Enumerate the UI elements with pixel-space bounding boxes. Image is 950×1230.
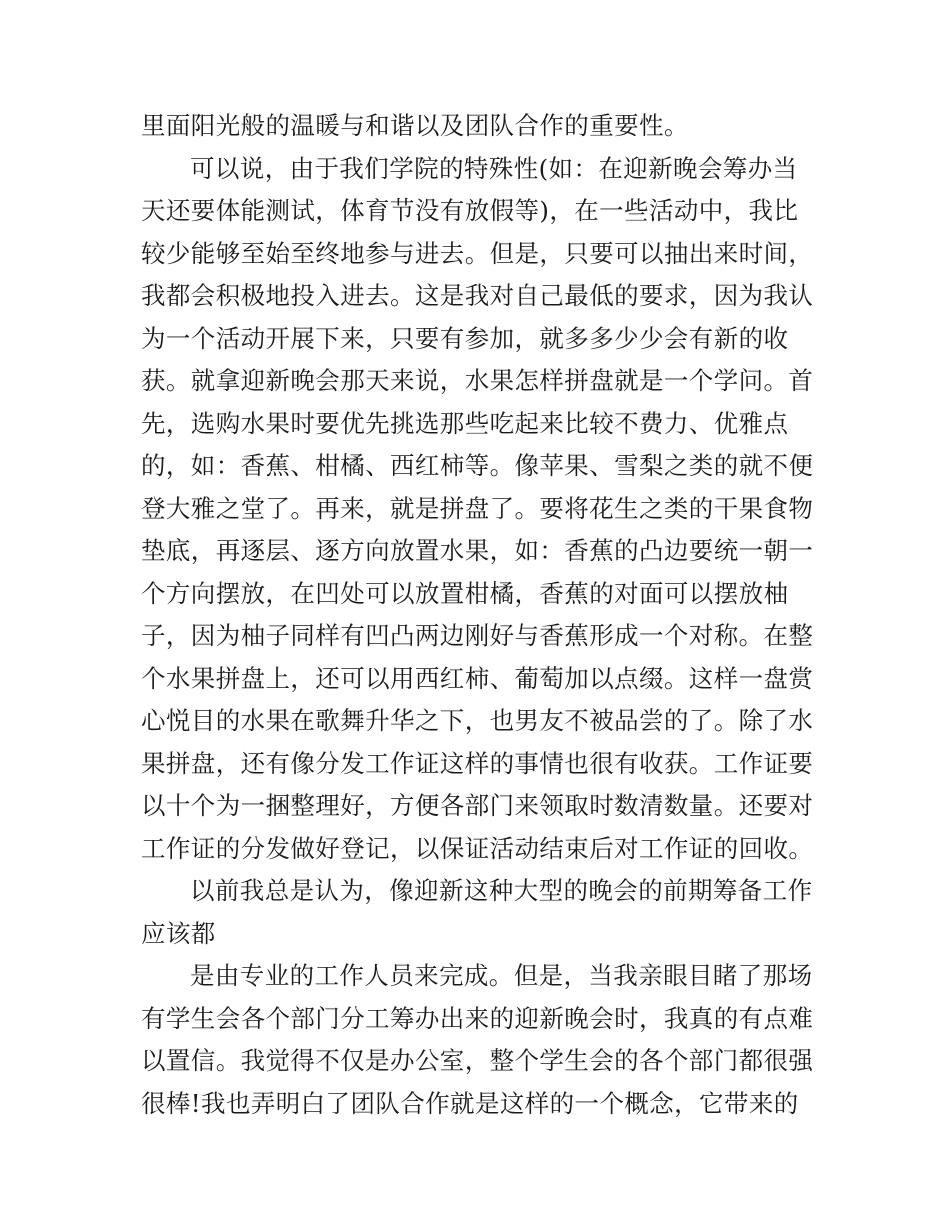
text-line: 以十个为一捆整理好，方便各部门来领取时数清数量。还要对 <box>141 791 814 820</box>
text-line: 心悦目的水果在歌舞升华之下，也男友不被品尝的了。除了水 <box>141 706 814 735</box>
text-line: 有学生会各个部门分工筹办出来的迎新晚会时，我真的有点难 <box>141 1003 814 1033</box>
text-line: 很棒!我也弄明白了团队合作就是这样的一个概念，它带来的 <box>141 1088 799 1118</box>
text-line: 我都会积极地投入进去。这是我对自己最低的要求，因为我认 <box>141 281 814 310</box>
text-line: 应该都 <box>141 918 216 948</box>
body-text <box>141 105 831 1125</box>
text-line: 可以说，由于我们学院的特殊性(如：在迎新晚会筹办当 <box>190 153 798 183</box>
text-line: 个方向摆放，在凹处可以放置柑橘，香蕉的对面可以摆放柚 <box>141 578 789 608</box>
text-line: 里面阳光般的温暖与和谐以及团队合作的重要性。 <box>141 111 689 140</box>
text-line: 为一个活动开展下来，只要有参加，就多多少少会有新的收 <box>141 323 789 353</box>
text-line: 较少能够至始至终地参与进去。但是，只要可以抽出来时间， <box>141 238 814 268</box>
text-line: 是由专业的工作人员来完成。但是，当我亲眼目睹了那场 <box>190 961 813 990</box>
text-line: 获。就拿迎新晚会那天来说，水果怎样拼盘就是一个学问。首 <box>141 366 814 395</box>
text-line: 个水果拼盘上，还可以用西红柿、葡萄加以点缀。这样一盘赏 <box>141 663 814 693</box>
text-line: 先，选购水果时要优先挑选那些吃起来比较不费力、优雅点 <box>141 408 789 438</box>
text-line: 果拼盘，还有像分发工作证这样的事情也很有收获。工作证要 <box>141 748 814 778</box>
text-line: 子，因为柚子同样有凹凸两边刚好与香蕉形成一个对称。在整 <box>141 621 814 650</box>
text-line: 天还要体能测试，体育节没有放假等)，在一些活动中，我比 <box>141 196 799 225</box>
text-line: 登大雅之堂了。再来，就是拼盘了。要将花生之类的干果食物 <box>141 493 814 523</box>
text-line: 工作证的分发做好登记，以保证活动结束后对工作证的回收。 <box>141 833 814 863</box>
text-line: 的，如：香蕉、柑橘、西红柿等。像苹果、雪梨之类的就不便 <box>141 451 814 480</box>
text-line: 垫底，再逐层、逐方向放置水果，如：香蕉的凸边要统一朝一 <box>141 536 814 565</box>
text-line: 以前我总是认为，像迎新这种大型的晚会的前期筹备工作 <box>190 876 813 905</box>
text-line: 以置信。我觉得不仅是办公室，整个学生会的各个部门都很强 <box>141 1046 814 1075</box>
